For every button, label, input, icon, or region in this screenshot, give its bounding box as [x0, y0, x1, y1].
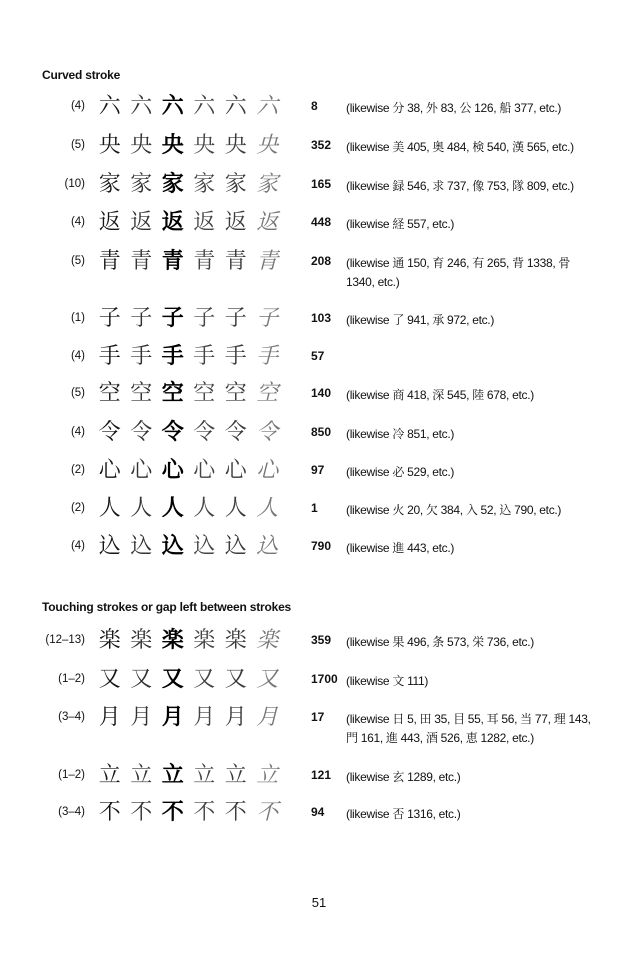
glyph-variant-4: 又 [193, 667, 216, 692]
entry-number: 140 [311, 386, 332, 400]
list-item [0, 306, 638, 345]
glyph-variant-2: 不 [130, 800, 153, 825]
entry-note: (likewise 経 557, etc.) [346, 217, 455, 231]
entry-note: (likewise 美 405, 奥 484, 検 540, 漢 565, etc.) [346, 140, 574, 154]
glyph-variants [94, 762, 283, 790]
page-number: 51 [311, 895, 327, 910]
entry-number: 8 [311, 99, 318, 113]
glyph-variants [94, 627, 283, 655]
entry-number: 97 [311, 463, 325, 477]
glyph-variant-2: 子 [130, 306, 153, 331]
entry-number: 448 [311, 215, 332, 229]
glyph-variant-2: 央 [130, 133, 153, 158]
glyph-variant-5: 月 [224, 705, 247, 730]
glyph-variants [94, 666, 283, 694]
glyph-variant-2: 人 [130, 496, 153, 521]
glyph-variant-1: 六 [98, 94, 121, 119]
list-item [0, 344, 638, 383]
glyph-variant-4: 手 [193, 344, 216, 369]
entry-note: (likewise 分 38, 外 83, 公 126, 船 377, etc.) [346, 101, 562, 115]
list-item [0, 763, 638, 802]
entry-note: (likewise 録 546, 求 737, 像 753, 隊 809, etc.) [346, 179, 574, 193]
glyph-variant-4: 空 [193, 381, 216, 406]
glyph-variant-3: 青 [161, 249, 184, 274]
stroke-ref: (2) [70, 464, 85, 476]
glyph-variant-5: 手 [224, 344, 247, 369]
glyph-variant-1: 手 [98, 344, 121, 369]
glyph-variant-4: 楽 [193, 628, 216, 653]
stroke-ref: (5) [70, 139, 85, 151]
glyph-variant-6: 込 [256, 534, 279, 559]
glyph-variants [94, 495, 283, 523]
entry-number: 103 [311, 311, 332, 325]
stroke-ref: (10) [64, 178, 85, 190]
list-item [0, 496, 638, 535]
glyph-variant-2: 手 [130, 344, 153, 369]
glyph-variant-4: 月 [193, 705, 216, 730]
glyph-variant-3: 不 [161, 800, 184, 825]
glyph-variant-2: 込 [130, 534, 153, 559]
list-item [0, 133, 638, 172]
entry-number: 1 [311, 501, 318, 515]
entry-note: (likewise 果 496, 条 573, 栄 736, etc.) [346, 635, 534, 649]
list-item [0, 210, 638, 249]
glyph-variants [94, 533, 283, 561]
glyph-variant-4: 六 [193, 94, 216, 119]
entry-number: 790 [311, 539, 332, 553]
glyph-variants [94, 132, 283, 160]
glyph-variant-1: 立 [98, 763, 121, 788]
entry-note: (likewise 商 418, 深 545, 陸 678, etc.) [346, 388, 534, 402]
entry-number: 1700 [311, 672, 338, 686]
glyph-variant-5: 楽 [224, 628, 247, 653]
stroke-ref: (1) [70, 312, 85, 324]
glyph-variants [94, 343, 283, 371]
glyph-variant-3: 楽 [161, 628, 184, 653]
glyph-variant-5: 又 [224, 667, 247, 692]
glyph-variant-6: 令 [256, 420, 279, 445]
glyph-variant-5: 央 [224, 133, 247, 158]
entry-note: (likewise 進 443, etc.) [346, 541, 455, 555]
glyph-variant-5: 青 [224, 249, 247, 274]
list-item [0, 172, 638, 211]
glyph-variant-3: 人 [161, 496, 184, 521]
entry-note: (likewise 日 5, 田 35, 目 55, 耳 56, 当 77, 理 143, 門 161, 進 443, 酒 526, 恵 1282, etc.) [346, 712, 591, 745]
entry-number: 165 [311, 177, 332, 191]
entry-note: (likewise 冷 851, etc.) [346, 427, 455, 441]
glyph-variants [94, 305, 283, 333]
glyph-variant-4: 不 [193, 800, 216, 825]
glyph-variant-6: 又 [256, 667, 279, 692]
glyph-variant-1: 央 [98, 133, 121, 158]
stroke-ref: (4) [70, 100, 85, 112]
glyph-variant-5: 令 [224, 420, 247, 445]
stroke-ref: (5) [70, 387, 85, 399]
entry-number: 121 [311, 768, 332, 782]
glyph-variant-3: 央 [161, 133, 184, 158]
glyph-variant-3: 六 [161, 94, 184, 119]
entry-note: (likewise 通 150, 育 246, 有 265, 背 1338, 骨 1340, etc.) [346, 256, 571, 289]
glyph-variant-5: 不 [224, 800, 247, 825]
list-item [0, 420, 638, 459]
entry-number: 359 [311, 633, 332, 647]
glyph-variant-2: 立 [130, 763, 153, 788]
glyph-variant-6: 子 [256, 306, 279, 331]
glyph-variant-1: 人 [98, 496, 121, 521]
glyph-variants [94, 457, 283, 485]
glyph-variant-3: 込 [161, 534, 184, 559]
glyph-variants [94, 799, 283, 827]
glyph-variant-4: 人 [193, 496, 216, 521]
entry-note: (likewise 文 111) [346, 674, 429, 688]
stroke-ref: (3–4) [58, 806, 85, 818]
glyph-variant-2: 空 [130, 381, 153, 406]
glyph-variant-2: 青 [130, 249, 153, 274]
glyph-variant-3: 子 [161, 306, 184, 331]
glyph-variant-1: 楽 [98, 628, 121, 653]
entry-number: 850 [311, 425, 332, 439]
glyph-variant-6: 家 [256, 172, 279, 197]
entry-note: (likewise 必 529, etc.) [346, 465, 455, 479]
glyph-variant-2: 返 [130, 210, 153, 235]
glyph-variant-3: 空 [161, 381, 184, 406]
glyph-variant-3: 立 [161, 763, 184, 788]
glyph-variant-1: 又 [98, 667, 121, 692]
glyph-variant-6: 心 [256, 458, 279, 483]
glyph-variant-2: 心 [130, 458, 153, 483]
glyph-variant-5: 心 [224, 458, 247, 483]
glyph-variant-6: 六 [256, 94, 279, 119]
section-heading-curved-stroke: Curved stroke [42, 68, 121, 82]
glyph-variant-5: 返 [224, 210, 247, 235]
glyph-variant-6: 立 [256, 763, 279, 788]
entry-number: 94 [311, 805, 325, 819]
glyph-variant-5: 人 [224, 496, 247, 521]
entry-note: (likewise 否 1316, etc.) [346, 807, 461, 821]
glyph-variants [94, 248, 283, 276]
stroke-ref: (2) [70, 502, 85, 514]
glyph-variant-4: 心 [193, 458, 216, 483]
entry-note: (likewise 玄 1289, etc.) [346, 770, 461, 784]
glyph-variant-2: 月 [130, 705, 153, 730]
list-item [0, 249, 638, 302]
glyph-variant-4: 家 [193, 172, 216, 197]
glyph-variant-3: 返 [161, 210, 184, 235]
glyph-variant-1: 子 [98, 306, 121, 331]
section-heading-touching-strokes: Touching strokes or gap left between strokes [42, 600, 292, 614]
glyph-variant-4: 央 [193, 133, 216, 158]
glyph-variant-1: 返 [98, 210, 121, 235]
glyph-variant-1: 不 [98, 800, 121, 825]
entry-number: 17 [311, 710, 325, 724]
entry-number: 57 [311, 349, 325, 363]
stroke-ref: (4) [70, 540, 85, 552]
glyph-variant-3: 又 [161, 667, 184, 692]
entry-note: (likewise 火 20, 欠 384, 入 52, 込 790, etc.) [346, 503, 562, 517]
stroke-ref: (1–2) [58, 673, 85, 685]
glyph-variant-2: 楽 [130, 628, 153, 653]
glyph-variant-4: 込 [193, 534, 216, 559]
glyph-variant-2: 又 [130, 667, 153, 692]
glyph-variant-6: 青 [256, 249, 279, 274]
stroke-ref: (4) [70, 216, 85, 228]
glyph-variant-3: 心 [161, 458, 184, 483]
glyph-variant-5: 空 [224, 381, 247, 406]
glyph-variant-5: 子 [224, 306, 247, 331]
glyph-variant-1: 込 [98, 534, 121, 559]
glyph-variants [94, 380, 283, 408]
glyph-variant-5: 込 [224, 534, 247, 559]
list-item [0, 628, 638, 667]
glyph-variant-2: 六 [130, 94, 153, 119]
glyph-variants [94, 209, 283, 237]
glyph-variant-5: 家 [224, 172, 247, 197]
glyph-variant-6: 月 [256, 705, 279, 730]
glyph-variant-6: 空 [256, 381, 279, 406]
glyph-variant-6: 返 [256, 210, 279, 235]
stroke-ref: (1–2) [58, 769, 85, 781]
stroke-ref: (4) [70, 426, 85, 438]
list-item [0, 381, 638, 420]
glyph-variant-6: 不 [256, 800, 279, 825]
stroke-ref: (4) [70, 350, 85, 362]
glyph-variant-6: 手 [256, 344, 279, 369]
glyph-variant-4: 返 [193, 210, 216, 235]
glyph-variant-4: 立 [193, 763, 216, 788]
glyph-variant-2: 家 [130, 172, 153, 197]
glyph-variant-6: 人 [256, 496, 279, 521]
glyph-variant-3: 手 [161, 344, 184, 369]
entry-note: (likewise 了 941, 承 972, etc.) [346, 313, 495, 327]
stroke-ref: (3–4) [58, 711, 85, 723]
stroke-ref: (12–13) [45, 634, 85, 646]
glyph-variant-4: 令 [193, 420, 216, 445]
glyph-variant-1: 心 [98, 458, 121, 483]
list-item [0, 705, 638, 758]
glyph-variants [94, 704, 283, 732]
glyph-variants [94, 93, 283, 121]
entry-number: 352 [311, 138, 332, 152]
list-item [0, 94, 638, 133]
glyph-variant-3: 家 [161, 172, 184, 197]
glyph-variant-1: 家 [98, 172, 121, 197]
glyph-variant-4: 子 [193, 306, 216, 331]
glyph-variant-6: 楽 [256, 628, 279, 653]
glyph-variant-1: 月 [98, 705, 121, 730]
glyph-variant-4: 青 [193, 249, 216, 274]
glyph-variant-5: 六 [224, 94, 247, 119]
glyph-variant-1: 青 [98, 249, 121, 274]
list-item [0, 534, 638, 573]
glyph-variant-5: 立 [224, 763, 247, 788]
glyph-variant-1: 空 [98, 381, 121, 406]
list-item [0, 800, 638, 839]
glyph-variant-3: 令 [161, 420, 184, 445]
glyph-variants [94, 419, 283, 447]
glyph-variant-2: 令 [130, 420, 153, 445]
list-item [0, 458, 638, 497]
stroke-ref: (5) [70, 255, 85, 267]
glyph-variant-3: 月 [161, 705, 184, 730]
list-item [0, 667, 638, 706]
glyph-variant-1: 令 [98, 420, 121, 445]
glyph-variant-6: 央 [256, 133, 279, 158]
glyph-variants [94, 171, 283, 199]
entry-number: 208 [311, 254, 332, 268]
